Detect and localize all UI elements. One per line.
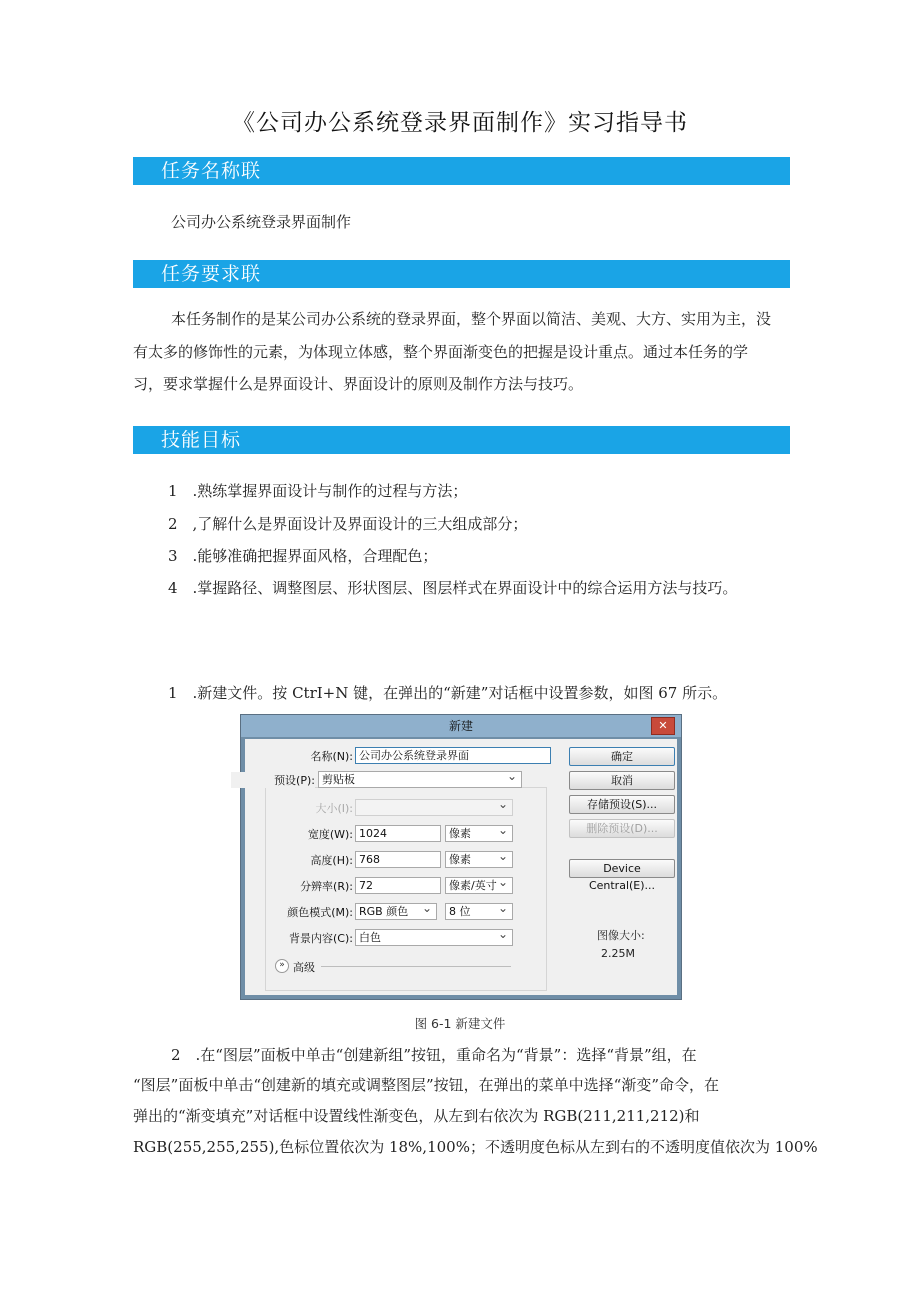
requirements-line: 习，要求掌握什么是界面设计、界面设计的原则及制作方法与技巧。 [133,375,584,393]
section-heading-label: 技能目标 [161,429,242,451]
background-label: 背景内容(C): [289,932,353,945]
skill-item: 1 .熟练掌握界面设计与制作的过程与方法； [168,482,468,500]
width-input[interactable]: 1024 [355,825,441,842]
save-preset-button[interactable]: 存储预设(S)... [569,795,675,814]
size-label: 大小(I): [315,802,353,815]
dialog-body [245,739,677,995]
bit-depth-select[interactable]: 8 位 ⌄ [445,903,513,920]
step-2-line: 弹出的“渐变填充”对话框中设置线性渐变色，从左到右依次为 RGB(211,211,212)和 [133,1107,700,1125]
new-file-dialog [240,714,682,1000]
step-2-line: “图层”面板中单击“创建新的填充或调整图层”按钮，在弹出的菜单中选择“渐变”命令，在 [133,1076,720,1094]
width-label: 宽度(W): [307,828,353,841]
section-heading-label: 任务名称联 [161,160,262,182]
height-unit-select[interactable]: 像素 ⌄ [445,851,513,868]
delete-preset-button[interactable]: 删除预设(D)... [569,819,675,838]
step-1-text: 1 .新建文件。按 CtrI+N 键，在弹出的“新建”对话框中设置参数，如图 67 所示。 [168,684,728,702]
preset-label: 预设(P): [231,772,315,788]
name-input[interactable]: 公司办公系统登录界面 [355,747,551,764]
cancel-button[interactable]: 取消 [569,771,675,790]
close-icon[interactable]: ✕ [651,717,675,735]
device-central-button[interactable]: Device Central(E)... [569,859,675,878]
name-label: 名称(N): [310,750,353,763]
section-heading-skills [133,426,790,454]
width-unit-select[interactable]: 像素 ⌄ [445,825,513,842]
advanced-label[interactable]: 高级 [293,961,315,974]
dialog-title: 新建 [241,715,681,737]
resolution-input[interactable]: 72 [355,877,441,894]
figure-caption: 图 6-1 新建文件 [414,1016,506,1031]
requirements-line: 本任务制作的是某公司办公系统的登录界面，整个界面以简洁、美观、大方、实用为主，没 [171,310,772,328]
step-2-line: 2 .在“图层”面板中单击“创建新组”按钮，重命名为“背景”：选择“背景”组，在 [171,1046,697,1064]
skill-item: 3 .能够准确把握界面风格，合理配色； [168,547,438,565]
task-name-text: 公司办公系统登录界面制作 [171,213,352,231]
expand-icon[interactable]: » [275,959,289,973]
color-mode-label: 颜色模式(M): [287,906,353,919]
height-input[interactable]: 768 [355,851,441,868]
image-size-value: 2.25M [601,947,635,960]
skill-item: 4 .掌握路径、调整图层、形状图层、图层样式在界面设计中的综合运用方法与技巧。 [168,579,738,597]
section-heading-task-name [133,157,790,185]
resolution-label: 分辨率(R): [300,880,353,893]
resolution-unit-select[interactable]: 像素/英寸 ⌄ [445,877,513,894]
size-select[interactable] [355,799,513,816]
preset-select[interactable]: 剪贴板 ⌄ [318,771,522,788]
background-select[interactable]: 白色 ⌄ [355,929,513,946]
document-title: 《公司办公系统登录界面制作》实习指导书 [232,110,688,136]
image-size-label: 图像大小: [597,929,645,942]
color-mode-select[interactable]: RGB 颜色 ⌄ [355,903,437,920]
section-heading-label: 任务要求联 [161,263,262,285]
height-label: 高度(H): [310,854,353,867]
advanced-divider [321,966,511,967]
ok-button[interactable]: 确定 [569,747,675,766]
step-2-line: RGB(255,255,255),色标位置依次为 18%,100%；不透明度色标从左到右的不透明度值依次为 100% [133,1138,818,1156]
skill-item: 2 ,了解什么是界面设计及界面设计的三大组成部分； [168,515,528,533]
requirements-line: 有太多的修饰性的元素，为体现立体感，整个界面渐变色的把握是设计重点。通过本任务的学 [133,343,749,361]
section-heading-requirements [133,260,790,288]
